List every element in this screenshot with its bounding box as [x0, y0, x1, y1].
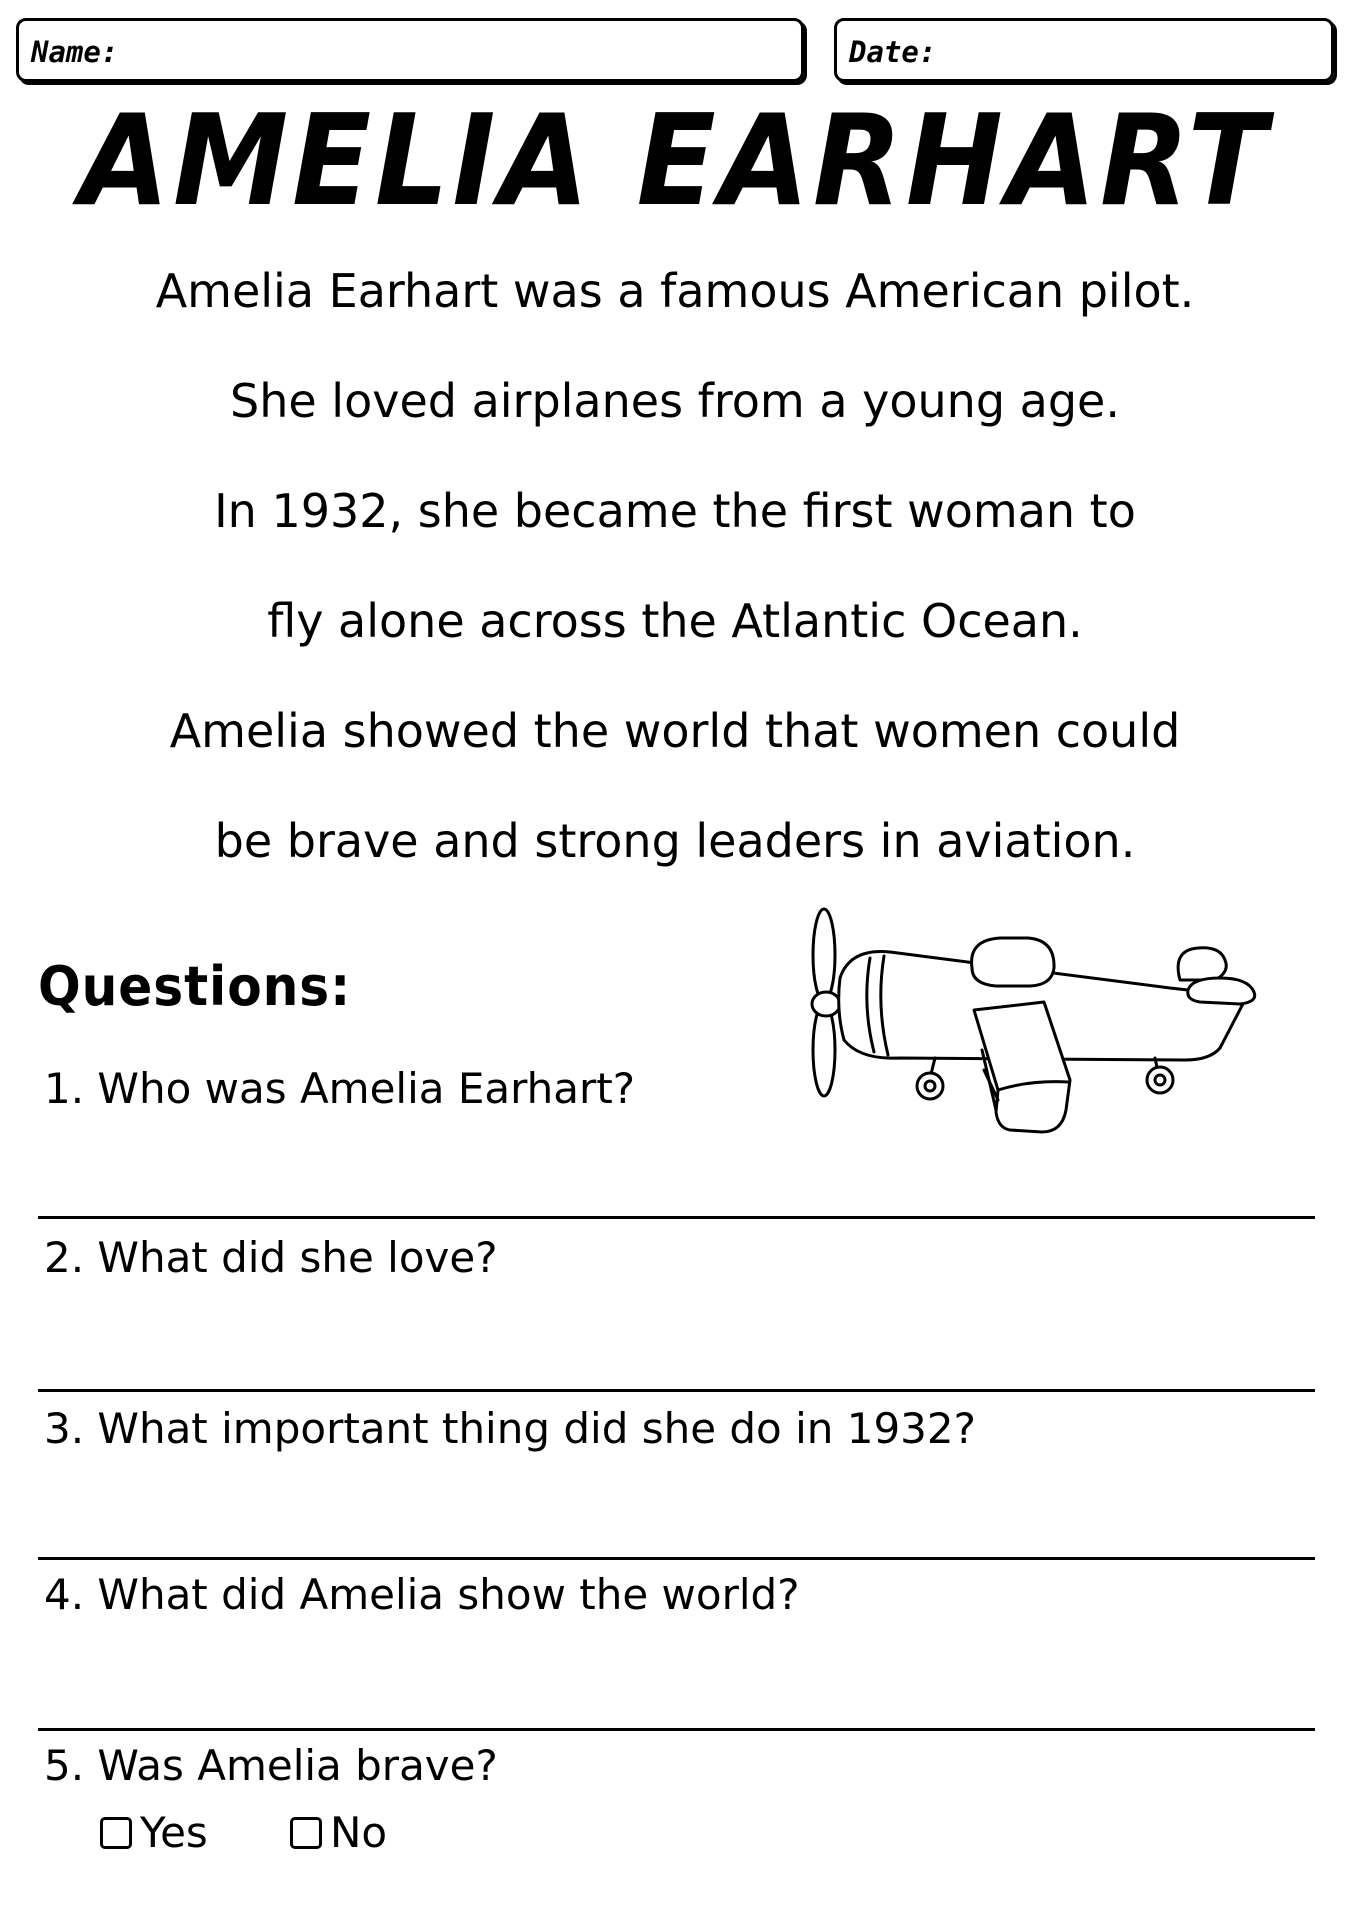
questions-heading: Questions:: [38, 955, 352, 1018]
passage-line: Amelia Earhart was a famous American pilot.: [155, 264, 1195, 318]
passage-line: be brave and strong leaders in aviation.: [214, 814, 1136, 868]
passage-line: In 1932, she became the first woman to: [214, 484, 1136, 538]
yes-label: Yes: [140, 1808, 208, 1857]
name-label: Name:: [31, 35, 119, 69]
answer-line-3[interactable]: [38, 1557, 1315, 1560]
yes-option[interactable]: [100, 1808, 208, 1857]
answer-line-4[interactable]: [38, 1728, 1315, 1731]
date-field[interactable]: [834, 18, 1334, 82]
name-field[interactable]: [16, 18, 804, 82]
airplane-icon: [800, 900, 1290, 1160]
question-5: 5. Was Amelia brave?: [44, 1741, 498, 1790]
answer-line-1[interactable]: [38, 1216, 1315, 1219]
yes-checkbox[interactable]: [100, 1817, 132, 1849]
answer-line-2[interactable]: [38, 1389, 1315, 1392]
question-3: 3. What important thing did she do in 1932?: [44, 1404, 976, 1453]
page-title: AMELIA EARHART: [79, 87, 1271, 234]
question-1: 1. Who was Amelia Earhart?: [44, 1064, 636, 1113]
passage-line: She loved airplanes from a young age.: [230, 374, 1120, 428]
question-2: 2. What did she love?: [44, 1233, 498, 1282]
no-option[interactable]: [290, 1808, 388, 1857]
no-label: No: [330, 1808, 388, 1857]
no-checkbox[interactable]: [290, 1817, 322, 1849]
passage-line: fly alone across the Atlantic Ocean.: [267, 594, 1083, 648]
passage-line: Amelia showed the world that women could: [169, 704, 1181, 758]
date-label: Date:: [849, 35, 937, 69]
question-4: 4. What did Amelia show the world?: [44, 1570, 800, 1619]
